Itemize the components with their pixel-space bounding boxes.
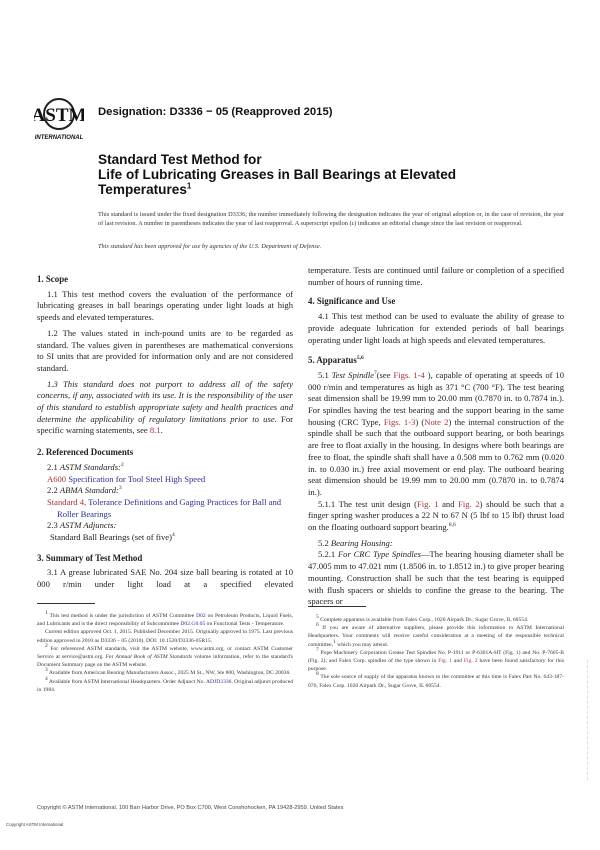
section-heading: 2. Referenced Documents (37, 447, 134, 458)
footnote (37, 642, 293, 670)
text: which you may attend. (335, 641, 389, 648)
page-edge-mark (587, 660, 588, 780)
text: Pope Machinery Corporation Grease Test Spindles No. P-1911 or P-6301A-HT (Fig. 1) and No. P-7605-B (Fig. 2); and Falex Corp. spindles of the type shown in (308, 649, 564, 665)
paragraph: 1.2 The values stated in inch-pound units are to be regarded as standard. The values given in parentheses are mathematical conversions to SI units that are provided for information only and are not considered standard. (37, 327, 293, 373)
footnote: Current edition approved Oct. 1, 2015. Published December 2015. Originally approved in 1975. Last previous edition approved in 2010 as D3336 – 05 (2010). DOI: 10.1520/D3336-05R15. (37, 629, 293, 644)
text: on Functional Tests - Temperature. (205, 621, 285, 628)
designation: Designation: D3336 − 05 (Reapproved 2015) (98, 106, 333, 118)
footnote (37, 612, 293, 628)
text: For CRC Type Spindles (337, 549, 421, 560)
footnote-ref[interactable]: 1 (333, 638, 336, 645)
paragraph: 1.1 This test method covers the evaluation of the performance of lubricating greases in ball bearings operating under light loads at high speeds and elevated temperatures. (37, 288, 293, 323)
footnote-divider (37, 603, 95, 604)
paragraph (37, 379, 293, 438)
title-line-2: Life of Lubricating Greases in Ball Bearings at Elevated Temperatures (98, 167, 457, 197)
svg-text:ASTM: ASTM (34, 105, 84, 126)
footnote-number: 5 (316, 614, 319, 621)
link-note-2[interactable]: Note 2 (424, 416, 449, 427)
text: ASTM Standards: (59, 461, 121, 472)
title-footnote-ref[interactable]: 1 (186, 181, 192, 191)
copyright-watermark: Copyright ASTM International (6, 822, 64, 827)
link-d02[interactable]: D02 (196, 613, 206, 619)
footnote-number: 4 (45, 675, 48, 682)
astm-logo (34, 94, 84, 144)
text: 2.2 (47, 485, 60, 496)
safety-text: 1.3 This standard does not purport to address all of the safety concerns, if any, associated with its use. It is the responsibility of the user of this standard to establish appropriate safety and health practices and determine the applicability of regulatory limitations prior to use. (37, 378, 293, 424)
text: If you are aware of alternative suppliers, please provide this information to ASTM International Headquarters. Your comments will receive careful consideration at a meeting of the responsible technical committee, (308, 625, 564, 648)
footnote (308, 624, 564, 649)
text: Available from American Bearing Manufacturers Assoc., 2025 M St., NW, Ste 800, Washington, DC 20036. (47, 670, 291, 677)
ref-heading (37, 485, 293, 497)
footnote-ref[interactable]: 3 (118, 485, 122, 492)
text: and (451, 658, 464, 665)
link-fig-2[interactable]: Fig. 2 (458, 498, 480, 509)
link-fig-2[interactable]: Fig. 2 (463, 658, 478, 665)
text: 5.1 (318, 369, 332, 380)
paragraph (308, 370, 564, 499)
intro-note: This standard is issued under the fixed designation D3336; the number immediately following the designation indicates the year of original adoption or, in the case of revision, the year of last revision. A number in parentheses indicates the year of last reapproval. A superscript epsilon (ε) indicates an editorial change since the last revision or reapproval. (98, 211, 564, 227)
dod-note: This standard has been approved for use by agencies of the U.S. Department of Defense. (98, 243, 322, 250)
paragraph: 4.1 This test method can be used to evaluate the ability of grease to provide adequate lubrication for extended periods of ball bearings operating under light loads at high speeds and elevated temperatures. (308, 311, 564, 345)
footnote-number: 2 (45, 642, 48, 649)
paragraph (308, 499, 564, 534)
section-heading: 4. Significance and Use (308, 296, 396, 307)
text: ) ( (415, 416, 425, 427)
text: For referenced ASTM standards, visit the ASTM website, www.astm.org, or contact ASTM Customer Service at service@astm.org. For (37, 645, 293, 661)
title-line-1: Standard Test Method for (98, 152, 262, 167)
footnote-ref[interactable]: 7 (373, 370, 377, 377)
text: ABMA Standard: (59, 485, 119, 496)
text: Bearing Housing: (330, 537, 393, 548)
svg-text:INTERNATIONAL: INTERNATIONAL (34, 135, 84, 141)
text: ) should be such that a finger spring washer produces a 22 N to 67 N (5 lbf to 15 lbf) thrust load on the floating outboard support bearing. (308, 498, 564, 533)
text: and (438, 498, 459, 509)
text: Test Spindle (331, 369, 374, 380)
link-standard-4-title[interactable]: Tolerance Definitions and Gaging Practices for Ball and Roller Bearings (57, 496, 282, 519)
link-fig-1[interactable]: Fig. 1 (417, 498, 439, 509)
footnote-divider (308, 606, 366, 607)
text: 5.1.1 The test unit design ( (318, 498, 417, 509)
text: This test method is under the jurisdiction of ASTM Committee (47, 613, 197, 619)
paragraph (308, 549, 564, 608)
link-a600-title[interactable]: Specification for Tool Steel High Speed (66, 473, 206, 484)
footnote-number: 1 (45, 610, 48, 617)
link-figs-1-3[interactable]: Figs. 1-3 (383, 416, 416, 427)
link-8-1[interactable]: 8.1 (149, 425, 161, 436)
ref-item (37, 532, 293, 544)
footnote-ref[interactable]: 5,6 (356, 355, 364, 362)
text: 5. Apparatus (308, 355, 357, 366)
text: For specific warning statements, see (37, 413, 293, 436)
section-heading (308, 355, 564, 367)
left-column (37, 268, 293, 591)
footnotes-left (37, 612, 293, 694)
link-a600[interactable]: A600 (47, 473, 67, 484)
footnote-ref[interactable]: 8,6 (448, 522, 456, 529)
link-adjd3336[interactable]: ADJD3336 (205, 678, 232, 685)
text: . Original adjunct produced in 1984. (37, 678, 293, 693)
text: Annual Book of ASTM Standards (115, 654, 193, 661)
footnote (308, 673, 564, 689)
paragraph: temperature. Tests are continued until failure or completion of a specified number of hours of running time. (308, 265, 564, 287)
text: ), capable of operating at speeds of 10 000 r/min and temperatures as high as 371 °C (700 °F). The test bearing seat dimension shall be 19.99 mm to 20.00 mm (0.7870 in. to 0.7874 in.). For spindles having the test bearing and the support bearing in the same housing (CRC Type, (308, 369, 565, 427)
footnote-ref[interactable]: 2 (120, 461, 124, 468)
text: —The bearing housing diameter shall be 47.005 mm to 47.021 mm (1.8506 in. to 1.8512 in.) to give proper bearing mounting. Construction shall be such that the test bearing is equipped with flush spacers or shields to confine the grease to the bearing. The spacers or (308, 549, 564, 607)
copyright-footer: Copyright © ASTM International, 100 Barr Harbor Drive, PO Box C700, West Conshohocken, PA 19428-2959. United States (37, 805, 344, 811)
paragraph: 3.1 A grease lubricated SAE No. 204 size ball bearing is rotated at 10 000 r/min under light load at a specified elevated (37, 567, 293, 590)
ref-heading (37, 520, 293, 532)
footnote-number: 7 (316, 646, 319, 653)
text: 5.2.1 (318, 549, 338, 560)
text: 2.1 (47, 461, 60, 472)
paragraph (308, 538, 564, 550)
ref-item (37, 474, 293, 486)
text: Available from ASTM International Headquarters. Order Adjunct No. (47, 678, 206, 685)
footnote-number: 3 (45, 667, 48, 674)
text: volume information, refer to the standard's Document Summary page on the ASTM website. (37, 654, 293, 669)
footnote (308, 616, 564, 624)
text: Standard Ball Bearings (set of five) (50, 532, 172, 543)
text: The sole source of supply of the apparatus known to the committee at this time is Falex Part No. 643-187-070, Falex Corp. 1020 Airpark Dr., Sugar Grove, IL 60554. (308, 674, 564, 689)
section-heading: 1. Scope (37, 274, 69, 284)
ref-heading (37, 462, 293, 474)
link-d02-g0-05[interactable]: D02.G0.05 (180, 621, 206, 628)
footnote (37, 669, 293, 677)
text: . (160, 425, 163, 436)
footnote (37, 675, 293, 694)
text: 2.3 (47, 520, 60, 531)
link-figs-1-4[interactable]: Figs. 1-4 (393, 369, 425, 380)
footnote-ref[interactable]: 4 (171, 532, 175, 539)
text: on Petroleum Products, Liquid Fuels, and Lubricants and is the direct responsibility of Subcommittee (37, 613, 293, 628)
text: 5.2 (318, 537, 331, 548)
text: Complete apparatus is available from Falex Corp., 1020 Airpark Dr., Sugar Grove, IL 60554. (318, 617, 529, 623)
footnotes-right (308, 616, 564, 690)
section-heading: 3. Summary of Test Method (37, 552, 143, 563)
link-standard-4[interactable]: Standard 4, (47, 496, 87, 507)
footnote-number: 8 (316, 671, 319, 678)
text: ) the internal construction of the spindle shall be such that the outboard support bearing, or both bearings are free to float axially in the housing. In designs where both bearings are free to float, the spindle shaft shall have a 0.508 mm to 0.762 mm (0.020 in. to 0.030 in.) free axial movement or end play. The outboard bearing seat dimension should be 19.99 mm to 20.00 mm (0.7870 in. to 0.7874 in.). (308, 416, 564, 497)
text: ASTM Adjuncts: (59, 520, 117, 531)
footnote-number: 6 (316, 622, 319, 629)
text: (see (376, 369, 394, 380)
right-column (308, 265, 564, 608)
footnote (308, 646, 565, 674)
page-title (98, 152, 538, 197)
text: have been found satisfactory for this purpose. (308, 658, 565, 673)
link-fig-1[interactable]: Fig. 1 (438, 658, 452, 665)
ref-item (37, 497, 293, 520)
